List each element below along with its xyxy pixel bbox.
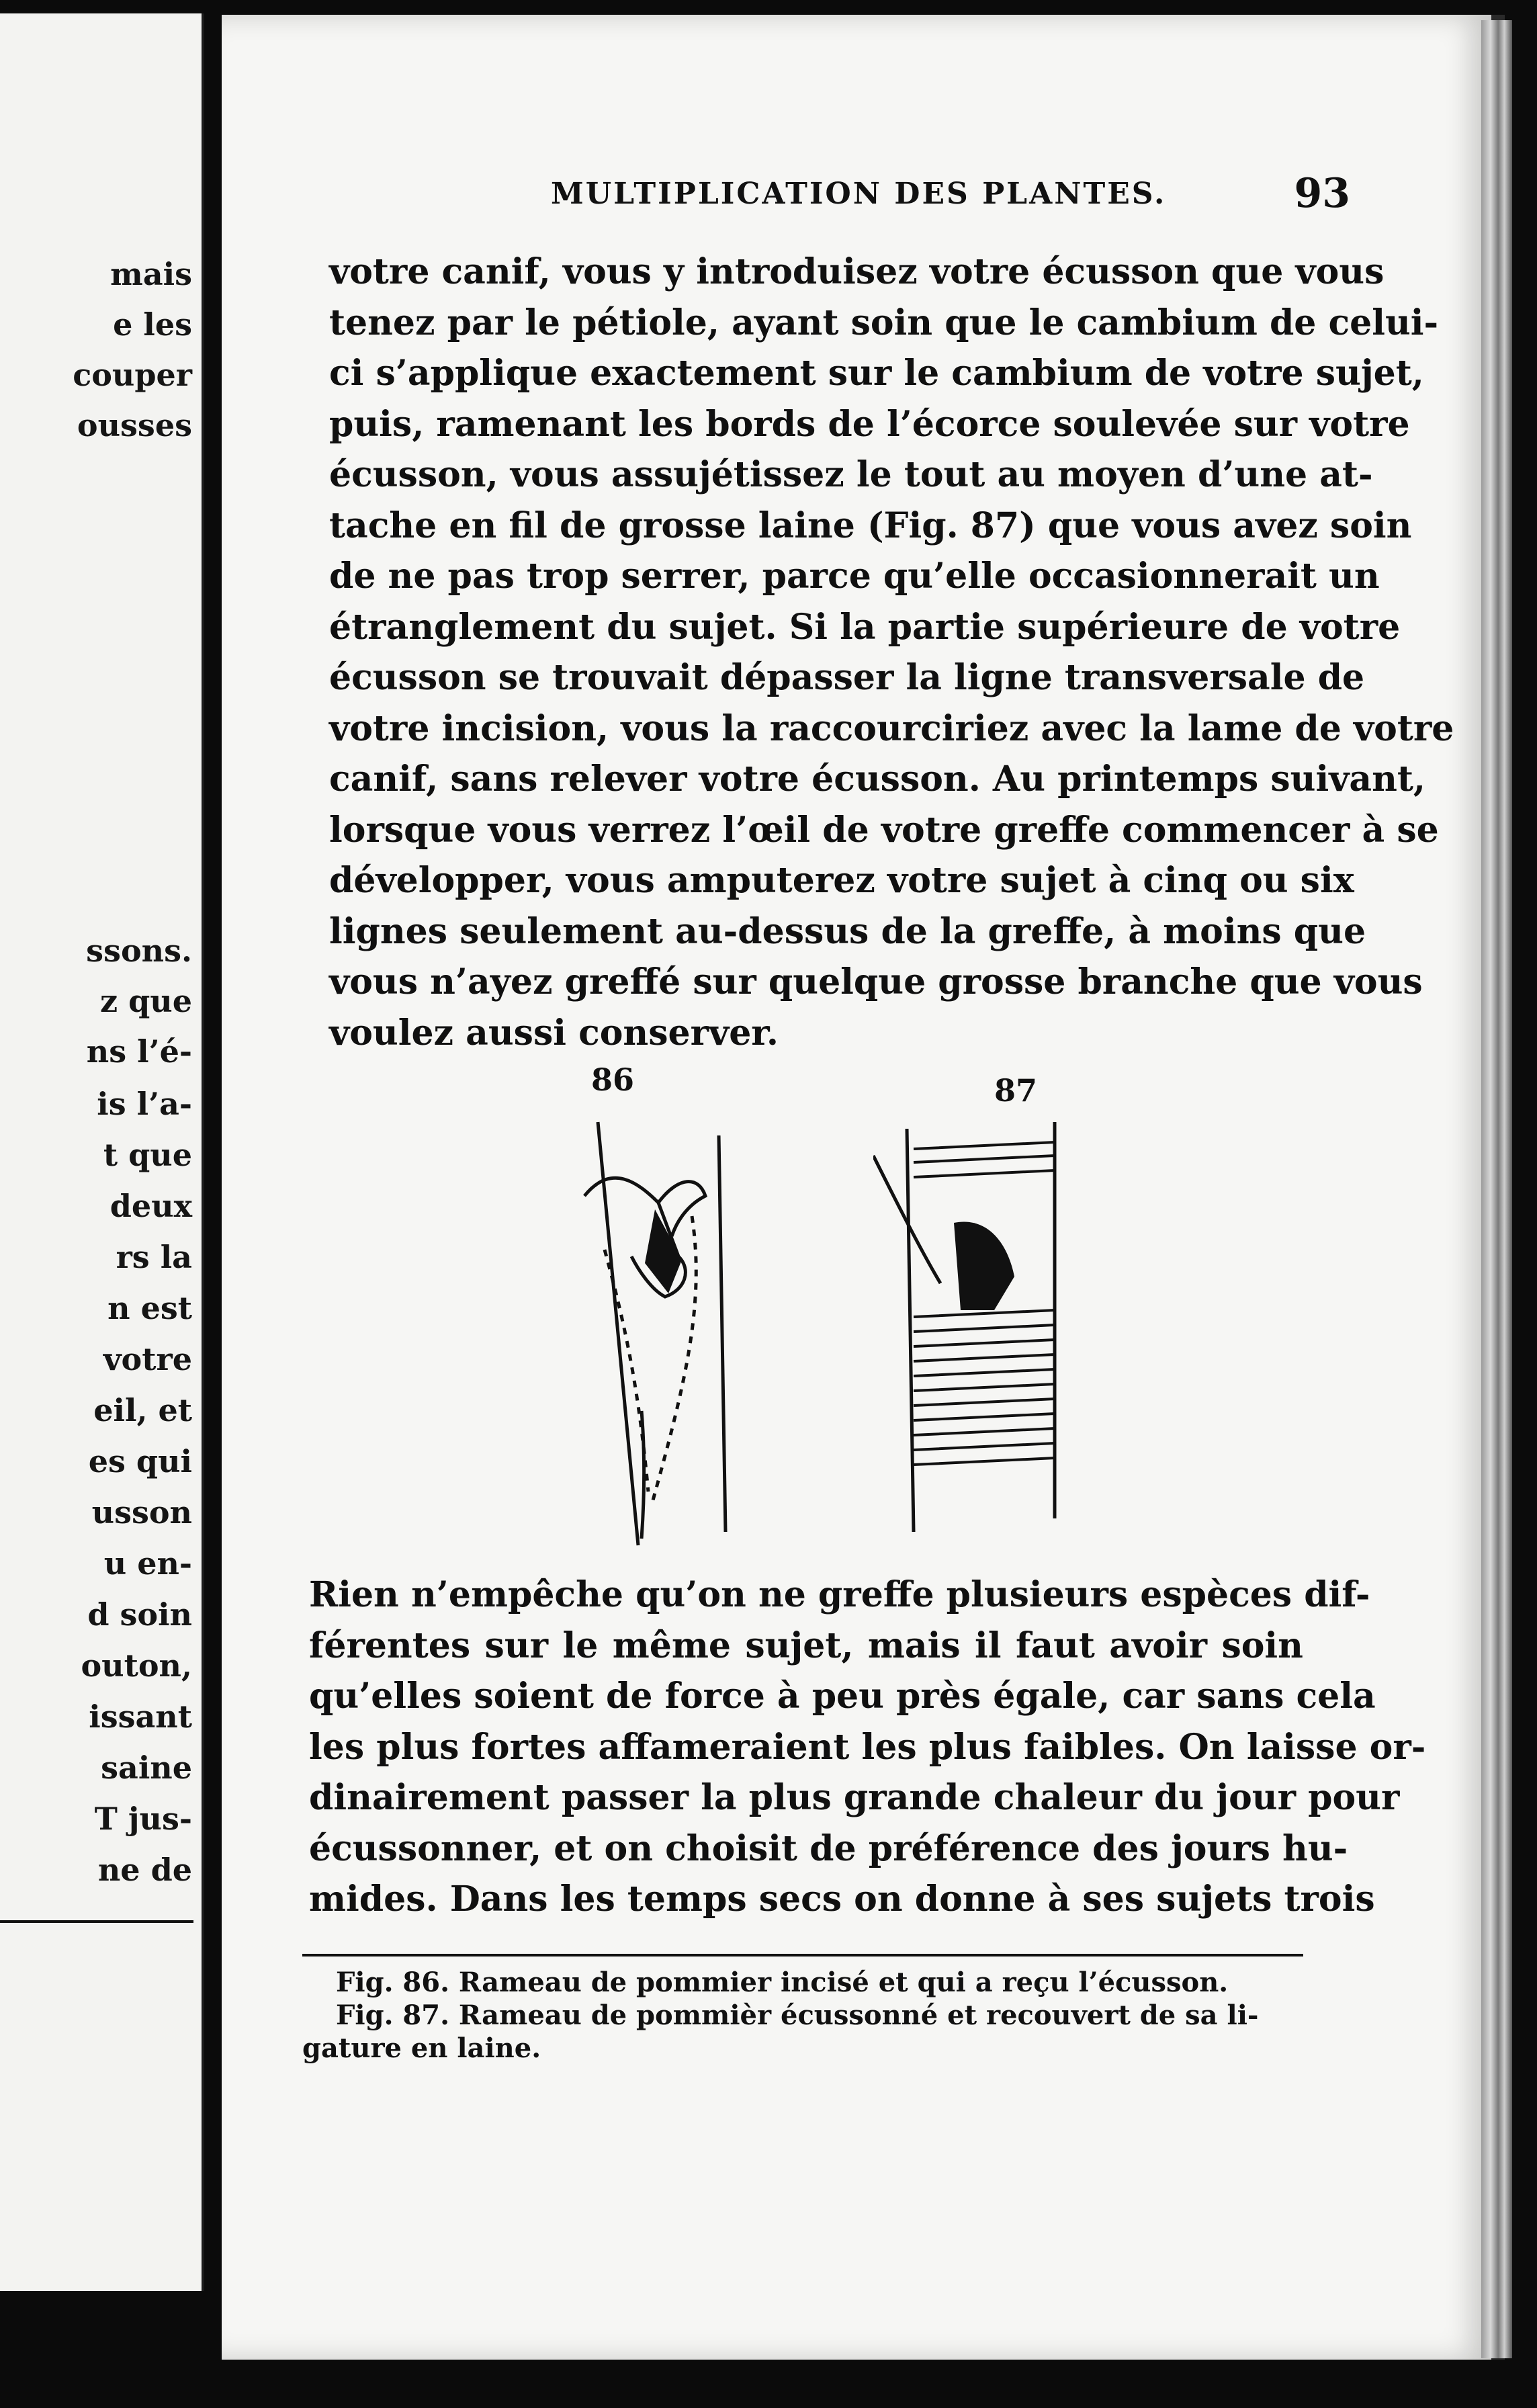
text-line: votre canif, vous y introduisez votre écusson que vous bbox=[329, 251, 1385, 292]
figure-86-label: 86 bbox=[591, 1062, 635, 1098]
text-line: écusson, vous assujétissez le tout au moyen d’une at- bbox=[329, 454, 1373, 495]
left-page-line: e les bbox=[113, 306, 192, 343]
left-page-line: eil, et bbox=[93, 1392, 192, 1428]
footnote-rule bbox=[302, 1954, 1303, 1956]
text-line: tache en fil de grosse laine (Fig. 87) que vous avez soin bbox=[329, 505, 1412, 546]
left-page-line: ousses bbox=[77, 407, 192, 443]
figure-86-illustration bbox=[524, 1102, 766, 1559]
paragraph-1 bbox=[329, 247, 1454, 1058]
text-line: écusson se trouvait dépasser la ligne transversale de bbox=[329, 657, 1365, 698]
figures-86-87 bbox=[524, 1062, 1129, 1559]
left-page-line: es qui bbox=[88, 1443, 192, 1479]
running-title: MULTIPLICATION DES PLANTES. bbox=[551, 177, 1167, 211]
left-page-line: votre bbox=[103, 1341, 192, 1377]
text-line: mides. Dans les temps secs on donne à ses sujets trois bbox=[309, 1879, 1375, 1920]
figure-captions bbox=[302, 1966, 1303, 2065]
text-line: férentes sur le même sujet, mais il faut avoir soin bbox=[309, 1625, 1303, 1666]
left-page-line: deux bbox=[109, 1188, 192, 1224]
left-page-line: u en- bbox=[103, 1545, 192, 1582]
left-page-line: ne de bbox=[97, 1852, 192, 1888]
left-page-line: d soin bbox=[87, 1596, 192, 1633]
left-page-line: ns l’é- bbox=[86, 1033, 192, 1070]
figure-87-label: 87 bbox=[994, 1072, 1038, 1109]
page-number: 93 bbox=[1294, 170, 1350, 217]
text-line: étranglement du sujet. Si la partie supérieure de votre bbox=[329, 606, 1401, 648]
left-page-line: z que bbox=[99, 983, 192, 1019]
caption-fig-87: Fig. 87. Rameau de pommièr écussonné et recouvert de sa li- bbox=[336, 2000, 1259, 2031]
text-line: tenez par le pétiole, ayant soin que le cambium de celui- bbox=[329, 302, 1439, 343]
left-page-line: outon, bbox=[81, 1647, 192, 1684]
left-page-line: t que bbox=[103, 1137, 192, 1173]
left-page-line: n est bbox=[107, 1290, 192, 1326]
left-page-footnote-rule bbox=[0, 1920, 193, 1923]
text-line: ci s’applique exactement sur le cambium de votre sujet, bbox=[329, 353, 1424, 394]
left-facing-page bbox=[0, 13, 204, 2291]
text-line: écussonner, et on choisit de préférence des jours hu- bbox=[309, 1828, 1348, 1869]
caption-fig-86: Fig. 86. Rameau de pommier incisé et qui a reçu l’écusson. bbox=[336, 1967, 1229, 1998]
left-page-line: T jus- bbox=[94, 1801, 192, 1837]
caption-fig-87-cont: gature en laine. bbox=[302, 2032, 541, 2064]
text-line: canif, sans relever votre écusson. Au printemps suivant, bbox=[329, 759, 1426, 800]
text-line: les plus fortes affameraient les plus faibles. On laisse or- bbox=[309, 1726, 1426, 1768]
left-page-line: saine bbox=[101, 1750, 192, 1786]
page-edge-stack bbox=[1481, 20, 1512, 2358]
left-page-line: is l’a- bbox=[97, 1086, 192, 1122]
text-line: de ne pas trop serrer, parce qu’elle occasionnerait un bbox=[329, 556, 1380, 597]
left-page-line: couper bbox=[73, 357, 192, 393]
left-page-line: ssons. bbox=[86, 933, 192, 969]
text-line: dinairement passer la plus grande chaleur du jour pour bbox=[309, 1777, 1400, 1818]
left-page-line: usson bbox=[91, 1494, 192, 1531]
text-line: vous n’ayez greffé sur quelque grosse branche que vous bbox=[329, 961, 1423, 1002]
left-page-line: rs la bbox=[116, 1239, 192, 1275]
left-page-line: issant bbox=[89, 1698, 192, 1735]
left-page-line: mais bbox=[110, 256, 192, 292]
text-line: puis, ramenant les bords de l’écorce soulevée sur votre bbox=[329, 403, 1410, 445]
text-line: voulez aussi conserver. bbox=[329, 1012, 779, 1054]
paragraph-2 bbox=[309, 1570, 1426, 1925]
text-line: votre incision, vous la raccourciriez avec la lame de votre bbox=[329, 707, 1454, 749]
text-line: Rien n’empêche qu’on ne greffe plusieurs espèces dif- bbox=[309, 1574, 1370, 1615]
text-line: lignes seulement au-dessus de la greffe, à moins que bbox=[329, 910, 1366, 952]
text-line: qu’elles soient de force à peu près égale, car sans cela bbox=[309, 1676, 1376, 1717]
figure-87-illustration bbox=[873, 1115, 1115, 1545]
running-header bbox=[329, 170, 1350, 224]
text-line: développer, vous amputerez votre sujet à cinq ou six bbox=[329, 860, 1354, 901]
text-line: lorsque vous verrez l’œil de votre greffe commencer à se bbox=[329, 809, 1439, 851]
